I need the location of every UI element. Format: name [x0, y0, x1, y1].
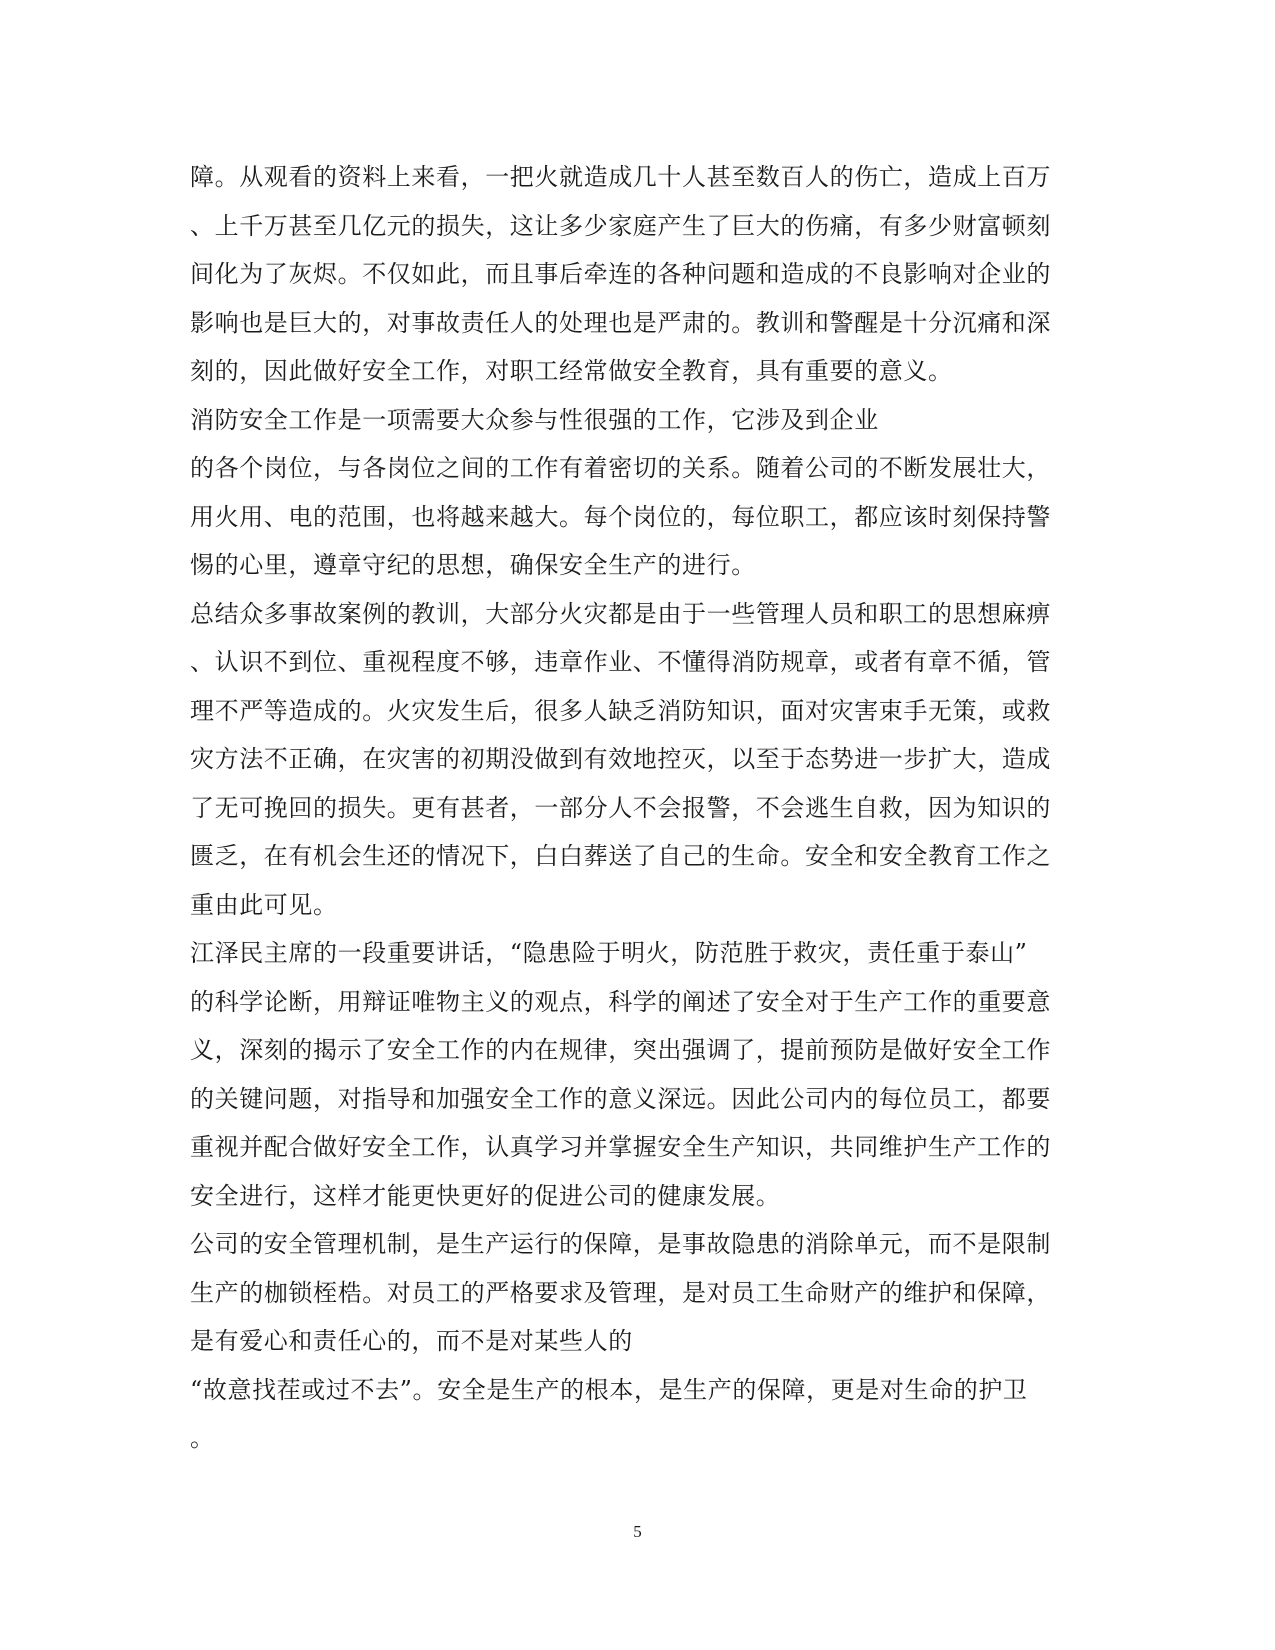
text-line: 的科学论断，用辩证唯物主义的观点，科学的阐述了安全对于生产工作的重要意 [190, 987, 1051, 1016]
text-line: 。 [190, 1424, 215, 1452]
text-line: 间化为了灰烬。不仅如此，而且事后牵连的各种问题和造成的不良影响对企业的 [190, 260, 1051, 288]
text-line: 重由此可见。 [190, 890, 338, 919]
text-line: 、认识不到位、重视程度不够，违章作业、不懂得消防规章，或者有章不循，管 [190, 648, 1051, 676]
text-line: 重视并配合做好安全工作，认真学习并掌握安全生产知识，共同维护生产工作的 [190, 1133, 1051, 1161]
text-line: 江泽民主席的一段重要讲话，“隐患险于明火，防范胜于救灾，责任重于泰山” [190, 939, 1028, 967]
text-line: 的各个岗位，与各岗位之间的工作有着密切的关系。随着公司的不断发展壮大， [190, 454, 1051, 482]
text-line: 生产的枷锁桎梏。对员工的严格要求及管理，是对员工生命财产的维护和保障， [190, 1278, 1051, 1307]
text-line: 障。从观看的资料上来看，一把火就造成几十人甚至数百人的伤亡，造成上百万 [190, 163, 1051, 191]
text-line: 是有爱心和责任心的，而不是对某些人的 [190, 1327, 633, 1355]
body-text [190, 153, 1070, 1463]
text-line: 惕的心里，遵章守纪的思想，确保安全生产的进行。 [190, 551, 756, 579]
text-line: 了无可挽回的损失。更有甚者，一部分人不会报警，不会逃生自救，因为知识的 [190, 793, 1051, 822]
text-line: 灾方法不正确，在灾害的初期没做到有效地控灭，以至于态势进一步扩大，造成 [190, 745, 1051, 773]
page-number: 5 [633, 1522, 642, 1541]
text-line: 匮乏，在有机会生还的情况下，白白葬送了自己的生命。安全和安全教育工作之 [190, 842, 1051, 870]
text-line: 的关键问题，对指导和加强安全工作的意义深远。因此公司内的每位员工，都要 [190, 1084, 1051, 1113]
text-line: 义，深刻的揭示了安全工作的内在规律，突出强调了，提前预防是做好安全工作 [190, 1036, 1051, 1064]
text-line: “故意找茬或过不去”。安全是生产的根本，是生产的保障，更是对生命的护卫 [190, 1375, 1028, 1404]
text-line: 公司的安全管理机制，是生产运行的保障，是事故隐患的消除单元，而不是限制 [190, 1230, 1051, 1258]
text-line: 、上千万甚至几亿元的损失，这让多少家庭产生了巨大的伤痛，有多少财富顿刻 [190, 211, 1051, 240]
text-line: 刻的，因此做好安全工作，对职工经常做安全教育，具有重要的意义。 [190, 357, 953, 385]
text-line: 总结众多事故案例的教训，大部分火灾都是由于一些管理人员和职工的思想麻痹 [190, 599, 1051, 628]
text-line: 安全进行，这样才能更快更好的促进公司的健康发展。 [190, 1181, 781, 1210]
text-line: 影响也是巨大的，对事故责任人的处理也是严肃的。教训和警醒是十分沉痛和深 [190, 308, 1051, 337]
text-line: 消防安全工作是一项需要大众参与性很强的工作，它涉及到企业 [190, 405, 879, 434]
text-line: 用火用、电的范围，也将越来越大。每个岗位的，每位职工，都应该时刻保持警 [190, 502, 1051, 531]
text-line: 理不严等造成的。火灾发生后，很多人缺乏消防知识，面对灾害束手无策，或救 [190, 696, 1051, 725]
